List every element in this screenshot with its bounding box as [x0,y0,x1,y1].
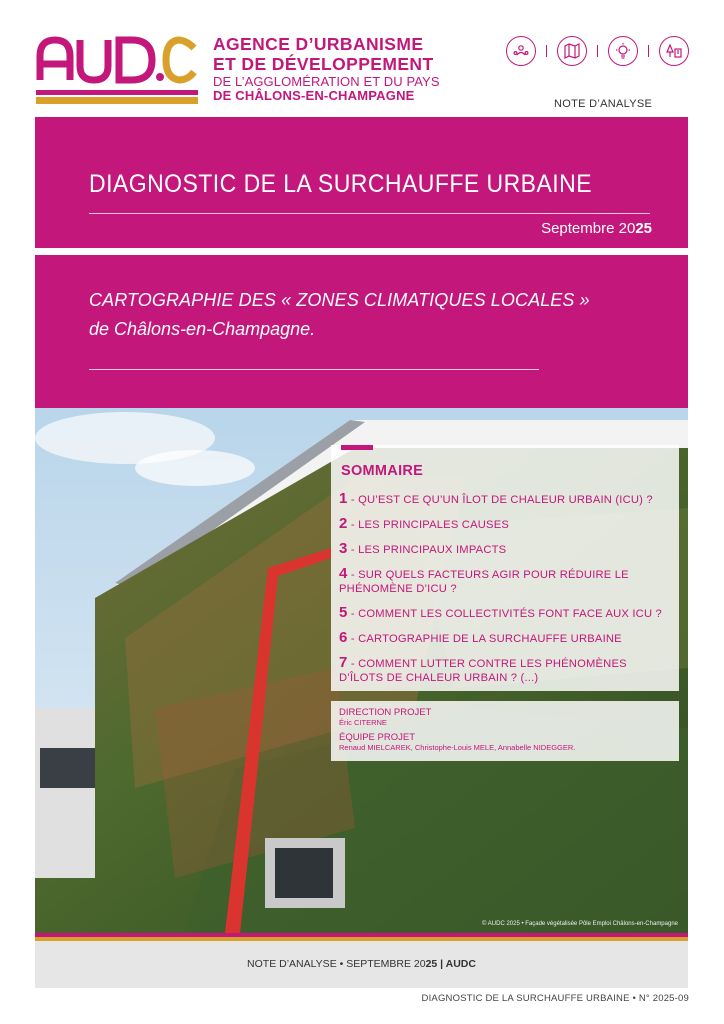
document-reference: DIAGNOSTIC DE LA SURCHAUFFE URBAINE • N° 2025-09 [421,993,689,1004]
publication-date [541,220,652,237]
footer-text-bold: 25 | AUDC [425,958,476,970]
subtitle-divider [89,369,539,370]
table-of-contents [331,445,679,691]
toc-item-text: - LES PRINCIPAUX IMPACTS [347,544,507,556]
toc-item-number: 2 [339,515,348,532]
subtitle-line-2: de Châlons-en-Champagne. [89,319,316,339]
theme-icons [506,36,689,66]
agency-name [213,36,440,102]
agency-line-4: DE CHÂLONS-EN-CHAMPAGNE [213,88,415,103]
project-credits [331,701,679,761]
toc-heading: SOMMAIRE [341,463,424,479]
subtitle-block [35,255,688,408]
icon-separator [597,45,598,57]
map-icon [557,36,587,66]
icon-separator [648,45,649,57]
toc-item[interactable] [339,517,671,532]
toc-item-number: 5 [339,604,348,621]
toc-item[interactable] [339,492,671,507]
footer-band [35,941,688,988]
toc-item[interactable] [339,631,671,646]
tree-building-icon [659,36,689,66]
toc-item-text: - SUR QUELS FACTEURS AGIR POUR RÉDUIRE LE PHÉNOMÈNE D’ICU ? [339,569,629,595]
footer-text [35,958,688,970]
toc-item-number: 4 [339,565,348,582]
page-title: DIAGNOSTIC DE LA SURCHAUFFE URBAINE [89,170,593,198]
toc-item-text: - LES PRINCIPALES CAUSES [347,519,510,531]
toc-item-text: - QU’EST CE QU’UN ÎLOT DE CHALEUR URBAIN (ICU) ? [347,494,653,506]
toc-item-text: - CARTOGRAPHIE DE LA SURCHAUFFE URBAINE [347,633,622,645]
toc-accent-bar [341,445,373,450]
document-type: NOTE D’ANALYSE [554,98,653,110]
title-divider [89,213,650,214]
toc-item-number: 3 [339,540,348,557]
date-prefix: Septembre 20 [541,220,636,237]
agency-line-2: ET DE DÉVELOPPEMENT [213,53,434,74]
lightbulb-gear-icon [608,36,638,66]
toc-item[interactable] [339,567,671,596]
agency-line-1: AGENCE D’URBANISME [213,34,424,54]
icon-separator [546,45,547,57]
toc-item[interactable] [339,542,671,557]
direction-label: DIRECTION PROJET [339,707,432,718]
photo-credit: © AUDC 2025 • Façade végétalisée Pôle Emploi Châlons-en-Champagne [482,921,678,927]
toc-list [339,492,671,695]
toc-item[interactable] [339,656,671,685]
team-names: Renaud MIELCAREK, Christophe-Louis MELE, Annabelle NIDEGGER. [339,743,576,752]
title-block [35,117,688,248]
toc-item-number: 7 [339,654,348,671]
toc-item-text: - COMMENT LES COLLECTIVITÉS FONT FACE AUX ICU ? [347,608,662,620]
people-network-icon [506,36,536,66]
direction-name: Éric CITERNE [339,718,387,727]
subtitle-line-1: CARTOGRAPHIE DES « ZONES CLIMATIQUES LOCALES » [89,290,590,310]
team-label: ÉQUIPE PROJET [339,732,416,743]
date-bold: 25 [635,220,652,237]
toc-item[interactable] [339,606,671,621]
toc-item-text: - COMMENT LUTTER CONTRE LES PHÉNOMÈNES D’ÎLOTS DE CHALEUR URBAIN ? (...) [339,658,627,684]
footer-text-prefix: NOTE D’ANALYSE • SEPTEMBRE 20 [247,958,426,970]
toc-item-number: 6 [339,629,348,646]
agency-line-3: DE L’AGGLOMÉRATION ET DU PAYS [213,74,440,89]
audc-logo [36,34,200,106]
toc-item-number: 1 [339,490,348,507]
